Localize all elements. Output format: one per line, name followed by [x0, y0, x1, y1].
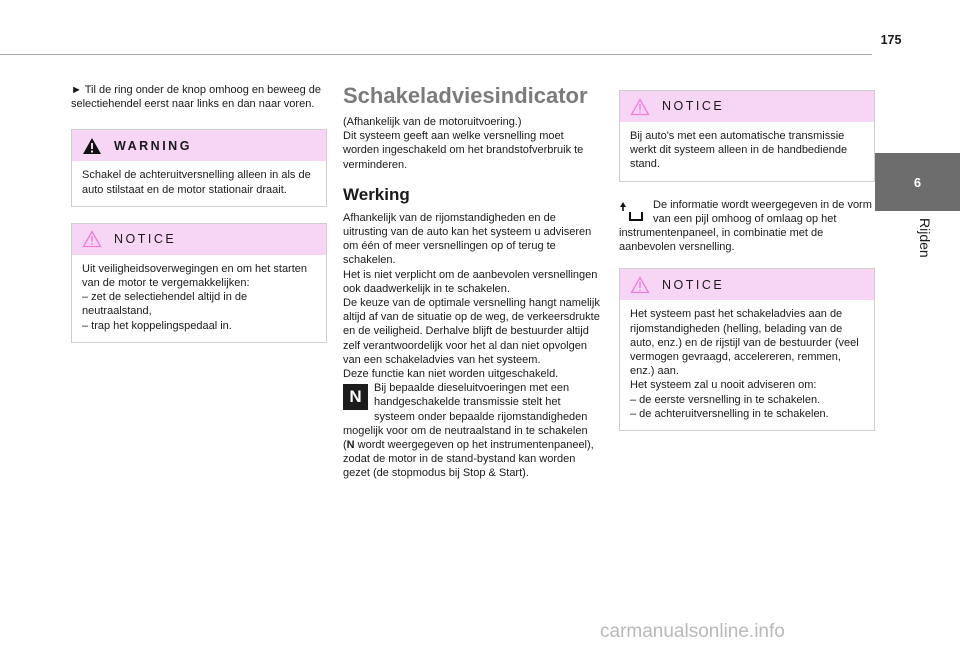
subheading: Werking	[343, 184, 410, 204]
chapter-tab[interactable]	[875, 153, 960, 211]
column-1	[71, 83, 327, 359]
notice-title: NOTICE	[662, 99, 725, 114]
notice-header	[620, 91, 874, 122]
warning-box	[71, 129, 327, 206]
neutral-bold: N	[346, 439, 355, 452]
warning-text: Schakel de achteruitversnelling alleen in als de auto stilstaat en de motor stationair draait.	[82, 169, 311, 196]
body-text: Afhankelijk van de rijomstandigheden en de uitrusting van de auto kan het systeem u adviseren om één of meer versnellingen op of terug te schakelen.	[343, 211, 592, 267]
notice-box-system	[619, 268, 875, 431]
chapter-number: 6	[913, 174, 922, 190]
neutral-gear-n-icon: N	[343, 384, 368, 410]
intro-text: ► Til de ring onder de knop omhoog en beweeg de selectiehendel eerst naar links en dan naar voren.	[71, 84, 322, 111]
notice-text: Bij auto's met een automatische transmissie werkt dit systeem alleen in de handbediende stand.	[630, 130, 848, 171]
notice-box	[71, 223, 327, 343]
notice-box-automatic	[619, 90, 875, 182]
chapter-title: Rijden	[917, 218, 933, 258]
notice-line: – de eerste versnelling in te schakelen.	[630, 393, 821, 406]
neutral-text-before: Bij bepaalde dieseluitvoeringen met een handgeschakelde transmissie stelt het systeem onder bepaalde rijomstandigheden mogelijk voor om de neutraalstand in te schakelen (	[343, 382, 588, 452]
gear-shift-arrow-icon	[619, 200, 647, 222]
section-heading: Schakeladviesindicator	[343, 83, 588, 108]
warning-header	[72, 130, 326, 161]
warning-triangle-outline-icon	[630, 276, 650, 294]
notice-line: Het systeem zal u nooit adviseren om:	[630, 379, 817, 392]
warning-triangle-filled-icon	[82, 137, 102, 155]
neutral-text-after: wordt weergegeven op het instrumentenpaneel), zodat de motor in de stand-bystand kan worden gezet (de stopmodus bij Stop & Start).	[343, 439, 594, 480]
notice-header	[72, 224, 326, 255]
notice-line: – trap het koppelingspedaal in.	[82, 319, 232, 332]
paragraph: Dit systeem geeft aan welke versnelling moet worden ingeschakeld om het brandstofverbruik te verminderen.	[343, 130, 584, 171]
column-3	[619, 90, 875, 447]
body-text: Het is niet verplicht om de aanbevolen versnellingen ook daadwerkelijk in te schakelen.	[343, 268, 598, 295]
notice-line: Uit veiligheidsoverwegingen en om het starten van de motor te vergemakkelijken:	[82, 262, 308, 290]
header-rule	[0, 54, 872, 55]
notice-line: Het systeem past het schakeladvies aan de rijomstandigheden (helling, belading van de auto, enz.) en de rijstijl van de bestuurder (veel vermogen gevraagd, accelereren, remmen, enz.) aan.	[630, 308, 859, 378]
page-number: 175	[880, 33, 902, 47]
watermark: carmanualsonline.info	[600, 621, 785, 642]
paragraph: (Afhankelijk van de motoruitvoering.)	[343, 116, 522, 128]
warning-title: WARNING	[114, 138, 192, 153]
warning-triangle-outline-icon	[630, 98, 650, 116]
notice-title: NOTICE	[114, 232, 177, 247]
body-text: De keuze van de optimale versnelling hangt namelijk altijd af van de situatie op de weg, de verkeersdrukte en de veiligheid. Derhalve blijft de bestuurder altijd zelf verantwoordelijk voor het al dan niet opvolgen van een schakeladvies van het systeem.	[343, 297, 600, 366]
body-text: Deze functie kan niet worden uitgeschakeld.	[343, 368, 559, 381]
info-paragraph	[619, 198, 875, 255]
neutral-paragraph	[343, 381, 601, 480]
notice-header	[620, 269, 874, 300]
info-text: De informatie wordt weergegeven in de vorm van een pijl omhoog of omlaag op het instrumentenpaneel, in combinatie met de aanbevolen versnelling.	[619, 198, 872, 254]
warning-triangle-outline-icon	[82, 230, 102, 248]
column-2	[343, 83, 601, 481]
notice-line: – de achteruitversnelling in te schakelen.	[630, 407, 829, 420]
notice-title: NOTICE	[662, 277, 725, 292]
notice-line: – zet de selectiehendel altijd in de neutraalstand,	[82, 291, 248, 318]
